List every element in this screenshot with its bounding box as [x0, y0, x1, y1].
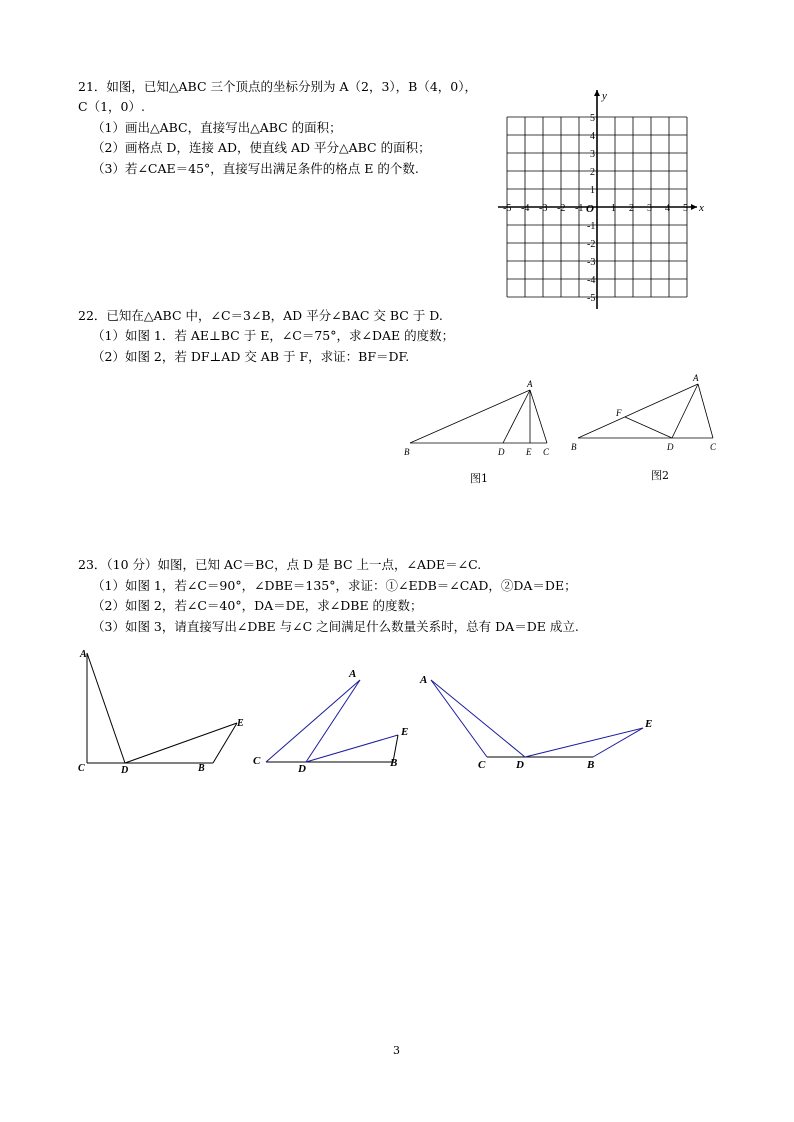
y-tick-label: 2: [590, 167, 595, 178]
y-tick-label: -2: [587, 239, 596, 250]
q23-fig3-label-b: B: [587, 759, 595, 771]
y-tick-label: 1: [590, 185, 595, 196]
q23-line-4: （3）如图 3，请直接写出∠DBE 与∠C 之间满足什么数量关系时，总有 DA＝DE 成立.: [92, 619, 579, 634]
q22-figure-2-caption: 图2: [651, 469, 669, 482]
fig2-label-d: D: [667, 442, 674, 452]
y-axis-arrow: [594, 90, 600, 96]
q23-fig1-label-a: A: [80, 649, 87, 660]
origin-label: O: [586, 203, 594, 215]
q23-fig1-label-c: C: [78, 763, 85, 774]
fig1-label-e: E: [526, 447, 532, 457]
fig2-label-f: F: [616, 408, 622, 418]
q23-fig2-label-a: A: [349, 668, 357, 680]
x-tick-label: 3: [647, 203, 652, 214]
q23-fig2-label-d: D: [298, 763, 306, 775]
y-tick-label: 3: [590, 149, 595, 160]
q22-figure-1: [400, 375, 560, 468]
y-axis-label: y: [602, 90, 607, 102]
q23-fig3-label-a: A: [420, 674, 428, 686]
y-tick-label: 5: [590, 113, 595, 124]
q21-line-5: （3）若∠CAE＝45°，直接写出满足条件的格点 E 的个数.: [92, 161, 419, 176]
q23-fig1-label-b: B: [198, 763, 205, 774]
q23-figure-2: [248, 660, 418, 783]
q21-line-3: （1）画出△ABC，直接写出△ABC 的面积；: [92, 120, 342, 135]
q23-line-2: （1）如图 1，若∠C＝90°，∠DBE＝135°，求证：①∠EDB＝∠CAD，②DA＝DE；: [92, 578, 577, 593]
q23-figure-3: [415, 665, 665, 778]
page-number: 3: [393, 1044, 400, 1057]
q21-line-2: C（1，0）.: [78, 99, 145, 114]
q23-fig3-label-d: D: [516, 759, 524, 771]
x-tick-label: -2: [557, 203, 566, 214]
y-tick-label: -4: [587, 275, 596, 286]
q22-line-2: （1）如图 1．若 AE⊥BC 于 E，∠C＝75°，求∠DAE 的度数；: [92, 328, 455, 343]
fig1-label-c: C: [543, 447, 550, 457]
y-tick-label: -1: [587, 221, 596, 232]
fig1-label-d: D: [498, 447, 505, 457]
x-tick-label: -5: [503, 203, 512, 214]
fig2-label-c: C: [710, 442, 717, 452]
q23-fig1-label-e: E: [237, 718, 244, 729]
q23-line-3: （2）如图 2，若∠C＝40°，DA＝DE，求∠DBE 的度数；: [92, 598, 423, 613]
q21-line-1: 21．如图，已知△ABC 三个顶点的坐标分别为 A（2，3），B（4，0），: [78, 79, 478, 94]
q23-fig3-label-e: E: [645, 718, 653, 730]
fig1-label-b: B: [404, 447, 410, 457]
fig2-label-b: B: [571, 442, 577, 452]
x-axis-label: x: [699, 202, 704, 214]
x-tick-label: 2: [629, 203, 634, 214]
q23-fig2-label-c: C: [253, 755, 261, 767]
fig1-label-a: A: [527, 379, 533, 389]
x-tick-label: 5: [683, 203, 688, 214]
y-tick-label: 4: [590, 131, 595, 142]
fig2-label-a: A: [693, 373, 699, 383]
q23-line-1: 23．（10 分）如图，已知 AC＝BC，点 D 是 BC 上一点，∠ADE＝∠C.: [78, 557, 482, 572]
x-axis-arrow: [691, 204, 697, 210]
q23-figure-1: [75, 645, 255, 783]
q23-fig1-label-d: D: [121, 765, 129, 776]
y-tick-label: -3: [587, 257, 596, 268]
q22-line-3: （2）如图 2，若 DF⊥AD 交 AB 于 F，求证：BF＝DF.: [92, 349, 410, 364]
q23-fig2-label-b: B: [390, 757, 398, 769]
x-tick-label: -1: [575, 203, 584, 214]
q22-figure-1-caption: 图1: [470, 472, 488, 485]
q21-coordinate-grid: [495, 85, 710, 323]
x-tick-label: 1: [611, 203, 616, 214]
x-tick-label: -3: [539, 203, 548, 214]
x-tick-label: -4: [521, 203, 530, 214]
q22-figure-2: [568, 370, 728, 463]
x-tick-label: 4: [665, 203, 670, 214]
y-tick-label: -5: [587, 293, 596, 304]
q22-line-1: 22．已知在△ABC 中，∠C＝3∠B，AD 平分∠BAC 交 BC 于 D.: [78, 308, 443, 323]
q21-line-4: （2）画格点 D，连接 AD，使直线 AD 平分△ABC 的面积；: [92, 140, 431, 155]
q23-fig2-label-e: E: [401, 726, 409, 738]
q23-fig3-label-c: C: [478, 759, 486, 771]
